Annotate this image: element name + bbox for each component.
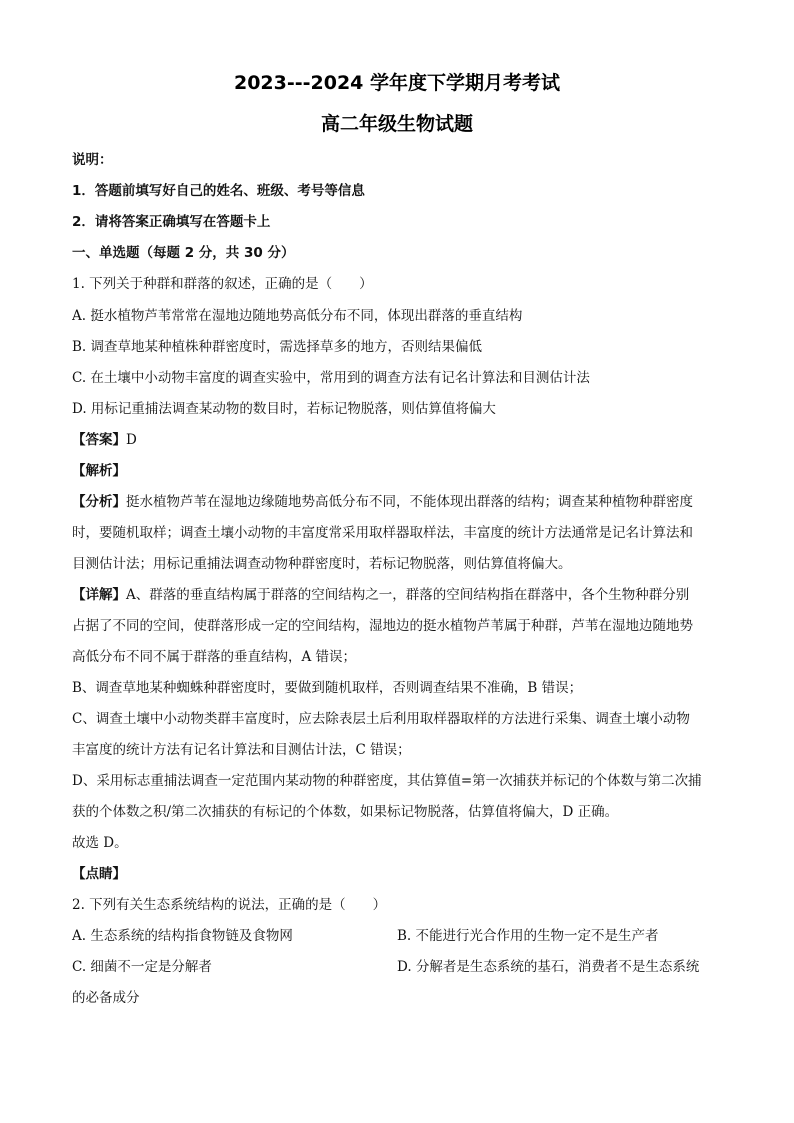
- xiangjie-line-3: 高低分布不同不属于群落的垂直结构，A 错误；: [72, 649, 357, 665]
- xiangjie-text-1: A、群落的垂直结构属于群落的空间结构之一，群落的空间结构指在群落中，各个生物种群分别: [126, 587, 690, 603]
- answer-line: [72, 430, 722, 450]
- analysis-line: [72, 461, 722, 481]
- xiangjie-line-b: B、调查草地某种蜘蛛种群密度时，要做到随机取样，否则调查结果不准确，B 错误；: [72, 680, 583, 696]
- question-2-option-c: C. 细菌不一定是分解者: [72, 959, 212, 975]
- xiangjie-tag: 【详解】: [72, 587, 126, 603]
- answer-value: D: [126, 432, 137, 448]
- instruction-item-2: 2．请将答案正确填写在答题卡上: [72, 214, 271, 230]
- fenxi-line-3: 目测估计法；用标记重捕法调查动物种群密度时，若标记物脱落，则估算值将偏大。: [72, 556, 572, 572]
- instruction-item-1: 1．答题前填写好自己的姓名、班级、考号等信息: [72, 183, 365, 199]
- dianjing-tag: 【点睛】: [72, 866, 126, 882]
- question-2-stem: 2. 下列有关生态系统结构的说法，正确的是（ ）: [72, 897, 387, 913]
- xiangjie-line-1: [72, 585, 722, 605]
- analysis-tag: 【解析】: [72, 463, 126, 479]
- question-1-option-c: C. 在土壤中小动物丰富度的调查实验中，常用到的调查方法有记名计算法和目测估计法: [72, 370, 590, 386]
- question-2-option-b: B. 不能进行光合作用的生物一定不是生产者: [397, 928, 659, 944]
- question-2-option-a: A. 生态系统的结构指食物链及食物网: [72, 928, 293, 944]
- question-1-option-a: A. 挺水植物芦苇常常在湿地边随地势高低分布不同，体现出群落的垂直结构: [72, 308, 523, 324]
- xiangjie-line-c1: C、调查土壤中小动物类群丰富度时，应去除表层土后利用取样器取样的方法进行采集、调查土壤小动物: [72, 711, 690, 727]
- question-1-option-b: B. 调查草地某种植株种群密度时，需选择草多的地方，否则结果偏低: [72, 339, 483, 355]
- answer-tag: 【答案】: [72, 432, 126, 448]
- fenxi-text-1: 挺水植物芦苇在湿地边缘随地势高低分布不同，不能体现出群落的结构；调查某种植物种群密度: [126, 494, 693, 510]
- section-heading: 一、单选题（每题 2 分，共 30 分）: [72, 245, 295, 261]
- xiangjie-line-c2: 丰富度的统计方法有记名计算法和目测估计法，C 错误；: [72, 742, 411, 758]
- fenxi-line-1: [72, 492, 722, 512]
- conclusion-line: 故选 D。: [72, 835, 128, 851]
- question-2-option-d-continued: 的必备成分: [72, 990, 140, 1006]
- question-1-option-d: D. 用标记重捕法调查某动物的数目时，若标记物脱落，则估算值将偏大: [72, 401, 496, 417]
- xiangjie-line-d2: 获的个体数之积/第二次捕获的有标记的个体数，如果标记物脱落，估算值将偏大，D 正确。: [72, 804, 619, 820]
- instructions-label: 说明：: [72, 152, 113, 168]
- xiangjie-line-d1: D、采用标志重捕法调查一定范围内某动物的种群密度，其估算值=第一次捕获并标记的个体数与第二次捕: [72, 773, 702, 789]
- xiangjie-line-2: 占据了不同的空间，使群落形成一定的空间结构，湿地边的挺水植物芦苇属于种群，芦苇在湿地边随地势: [72, 618, 693, 634]
- fenxi-tag: 【分析】: [72, 494, 126, 510]
- exam-title: 2023---2024 学年度下学期月考考试: [233, 72, 561, 94]
- question-1-stem: 1. 下列关于种群和群落的叙述，正确的是（ ）: [72, 276, 373, 292]
- exam-subtitle: 高二年级生物试题: [320, 113, 473, 135]
- dianjing-line: [72, 864, 722, 884]
- fenxi-line-2: 时，要随机取样；调查土壤小动物的丰富度常采用取样器取样法，丰富度的统计方法通常是记名计算法和: [72, 525, 693, 541]
- question-2-option-d: D. 分解者是生态系统的基石，消费者不是生态系统: [397, 959, 700, 975]
